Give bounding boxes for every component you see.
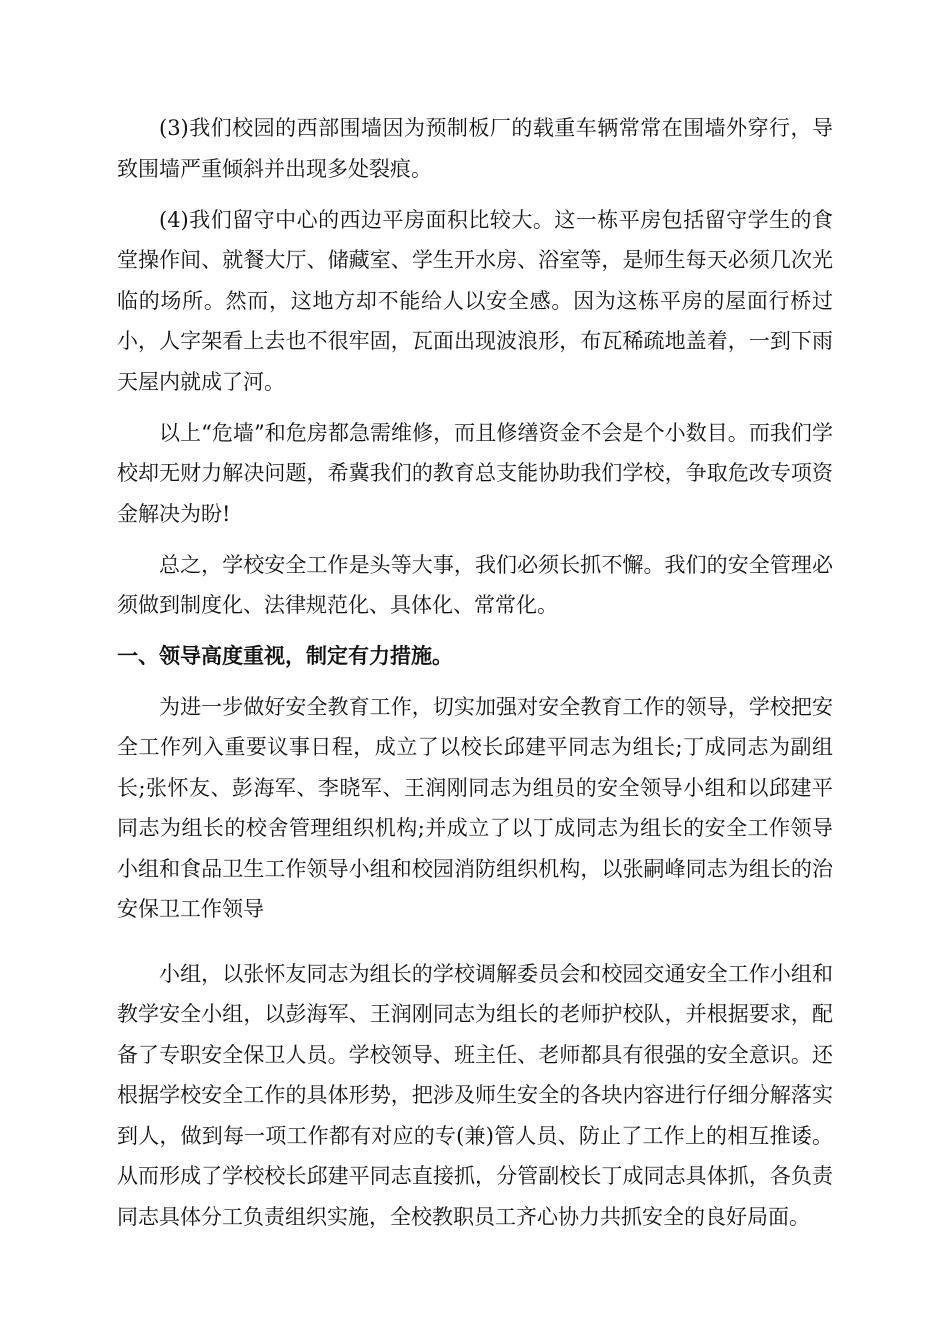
paragraph-west-bungalow: (4)我们留守中心的西边平房面积比较大。这一栋平房包括留守学生的食堂操作间、就餐大厅、储藏室、学生开水房、浴室等，是师生每天必须几次光临的场所。然而，这地方却不能给人以安全感。因为这栋平房的屋面行桥过小，人字架看上去也不很牢固，瓦面出现波浪形，布瓦稀疏地盖着，一到下雨天屋内就成了河。 [117, 207, 833, 394]
section-heading-leadership: 一、领导高度重视，制定有力措施。 [117, 644, 453, 668]
paragraph-leadership-groups: 为进一步做好安全教育工作，切实加强对安全教育工作的领导，学校把安全工作列入重要议事日程，成立了以校长邱建平同志为组长;丁成同志为副组长;张怀友、彭海军、李晓军、王润刚同志为组员的安全领导小组和以邱建平同志为组长的校舍管理组织机构;并成立了以丁成同志为组长的安全工作领导小组和食品卫生工作领导小组和校园消防组织机构，以张嗣峰同志为组长的治安保卫工作领导 [117, 694, 833, 921]
paragraph-repair-funds: 以上“危墙”和危房都急需维修，而且修缮资金不会是个小数目。而我们学校却无财力解决问题，希冀我们的教育总支能协助我们学校，争取危改专项资金解决为盼! [117, 420, 833, 526]
document-page [117, 108, 833, 1237]
paragraph-safety-teams: 小组，以张怀友同志为组长的学校调解委员会和校园交通安全工作小组和教学安全小组，以彭海军、王润刚同志为组长的老师护校队，并根据要求，配备了专职安全保卫人员。学校领导、班主任、老师都具有很强的安全意识。还根据学校安全工作的具体形势，把涉及师生安全的各块内容进行仔细分解落实到人，做到每一项工作都有对应的专(兼)管人员、防止了工作上的相互推诿。从而形成了学校校长邱建平同志直接抓，分管副校长丁成同志具体抓，各负责同志具体分工负责组织实施，全校教职员工齐心协力共抓安全的良好局面。 [117, 961, 833, 1229]
paragraph-summary: 总之，学校安全工作是头等大事，我们必须长抓不懈。我们的安全管理必须做到制度化、法律规范化、具体化、常常化。 [117, 552, 833, 617]
paragraph-west-wall: (3)我们校园的西部围墙因为预制板厂的载重车辆常常在围墙外穿行，导致围墙严重倾斜并出现多处裂痕。 [117, 116, 833, 181]
